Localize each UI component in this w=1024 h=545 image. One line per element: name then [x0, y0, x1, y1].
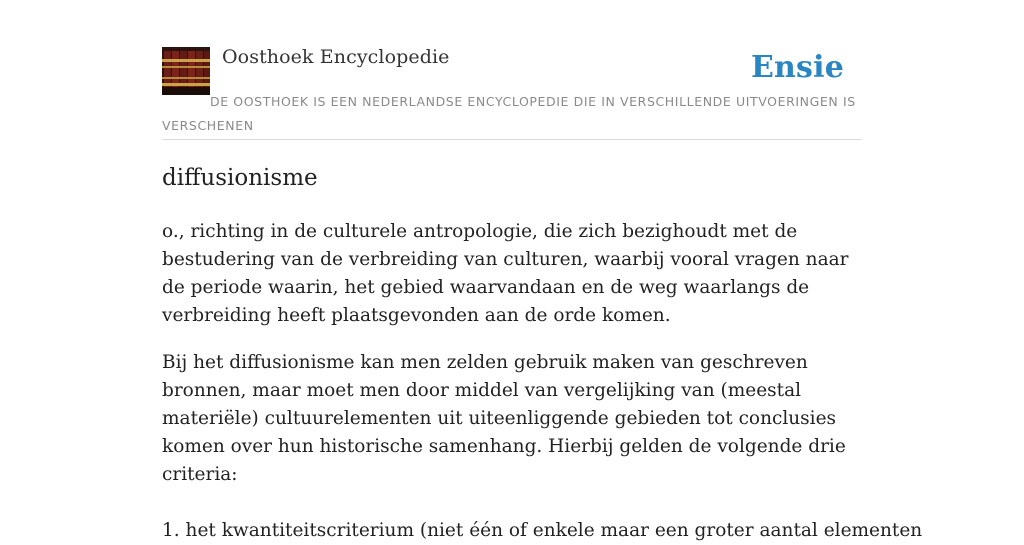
- article-title: diffusionisme: [162, 165, 318, 191]
- article-content: [162, 158, 923, 545]
- encyclopedia-books-icon[interactable]: [162, 47, 210, 95]
- source-header: [162, 44, 862, 140]
- article-paragraph-1: o., richting in de culturele antropologie, die zich bezighoudt met de bestudering van de verbreiding van culturen, waarbij vooral vragen naar de periode waarin, het gebied waarvandaan en de weg waarlangs de verbreiding heeft plaatsgevonden aan de orde komen.: [162, 221, 849, 326]
- source-title[interactable]: Oosthoek Encyclopedie: [222, 46, 450, 68]
- criteria-list-item-1: 1. het kwantiteitscriterium (niet één of enkele maar een groter aantal elementen: [162, 520, 923, 541]
- ensie-logo-link[interactable]: Ensie: [750, 50, 844, 85]
- source-description: DE OOSTHOEK IS EEN NEDERLANDSE ENCYCLOPEDIE DIE IN VERSCHILLENDE UITVOERINGEN IS VERSCHENEN: [162, 94, 856, 133]
- article-paragraph-2: Bij het diffusionisme kan men zelden gebruik maken van geschreven bronnen, maar moet men door middel van vergelijking van (meestal materiële) cultuurelementen uit uiteenliggende gebieden tot conclusies komen over hun historische samenhang. Hierbij gelden de volgende drie criteria:: [162, 352, 846, 485]
